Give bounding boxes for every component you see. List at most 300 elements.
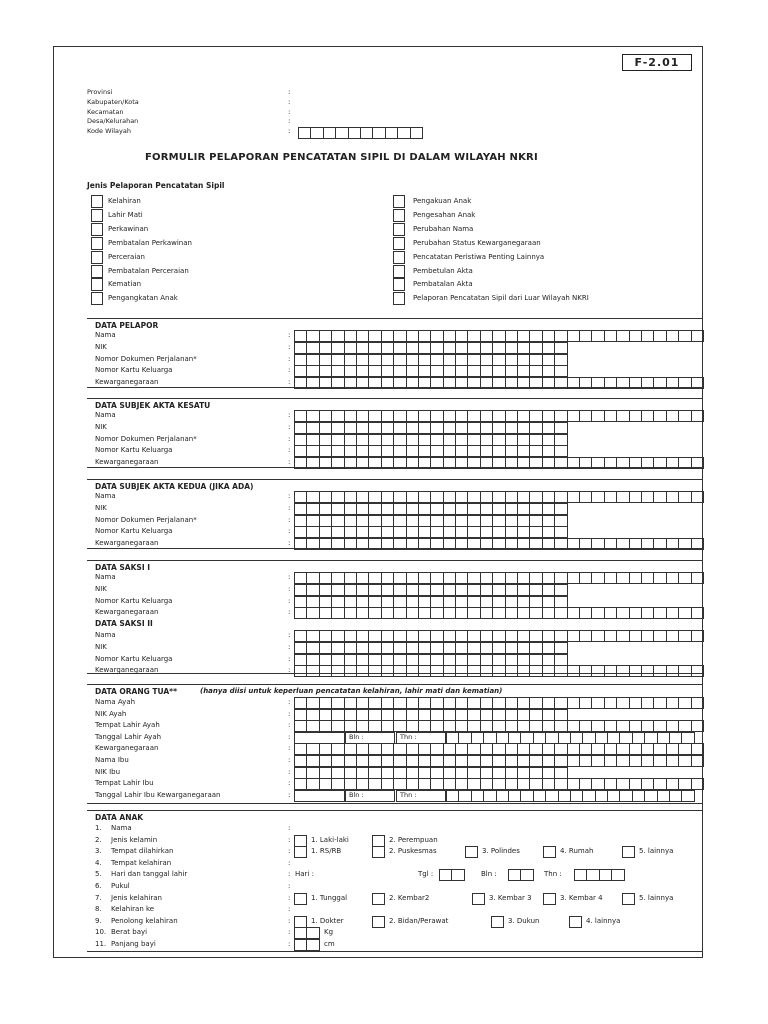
input-cell[interactable] xyxy=(431,778,443,790)
input-cell[interactable] xyxy=(419,743,431,755)
input-cell[interactable] xyxy=(407,767,419,779)
input-cell[interactable] xyxy=(481,491,493,503)
input-cell[interactable] xyxy=(617,720,629,732)
input-cell[interactable] xyxy=(419,410,431,422)
input-cell[interactable] xyxy=(295,767,307,779)
input-cell[interactable] xyxy=(682,732,694,744)
input-cell[interactable] xyxy=(444,538,456,550)
input-cell[interactable] xyxy=(468,377,480,389)
input-cell[interactable] xyxy=(654,330,666,342)
input-cell[interactable] xyxy=(332,665,344,677)
input-cell[interactable] xyxy=(320,377,332,389)
input-cell[interactable] xyxy=(345,642,357,654)
input-cell[interactable] xyxy=(518,767,530,779)
input-cell[interactable] xyxy=(357,755,369,767)
input-cell[interactable] xyxy=(506,330,518,342)
input-cell[interactable] xyxy=(682,790,694,802)
checkbox[interactable] xyxy=(91,292,103,305)
input-cell[interactable] xyxy=(692,697,704,709)
input-cell[interactable] xyxy=(630,457,642,469)
input-cell[interactable] xyxy=(506,584,518,596)
input-cell[interactable] xyxy=(484,732,496,744)
input-cell[interactable] xyxy=(431,720,443,732)
input-cell[interactable] xyxy=(484,790,496,802)
input-cell[interactable] xyxy=(605,630,617,642)
input-cell[interactable] xyxy=(382,755,394,767)
input-cell[interactable] xyxy=(592,778,604,790)
input-cell[interactable] xyxy=(692,607,704,619)
input-cell[interactable] xyxy=(394,422,406,434)
input-cell[interactable] xyxy=(580,778,592,790)
input-cell[interactable] xyxy=(407,434,419,446)
input-cell[interactable] xyxy=(307,526,319,538)
input-cell[interactable] xyxy=(307,410,319,422)
input-cell[interactable] xyxy=(382,377,394,389)
option-checkbox[interactable] xyxy=(372,835,385,847)
input-cell[interactable] xyxy=(481,457,493,469)
input-cell[interactable] xyxy=(654,720,666,732)
input-cell[interactable] xyxy=(555,778,567,790)
input-cell[interactable] xyxy=(307,927,319,939)
input-cell[interactable] xyxy=(295,927,307,939)
input-cell[interactable] xyxy=(468,607,480,619)
input-cell[interactable] xyxy=(658,732,670,744)
input-cell[interactable] xyxy=(307,538,319,550)
checkbox[interactable] xyxy=(91,209,103,222)
input-cell[interactable] xyxy=(481,778,493,790)
input-cell[interactable] xyxy=(679,538,691,550)
input-cell[interactable] xyxy=(580,755,592,767)
input-cell[interactable] xyxy=(332,654,344,666)
input-cell[interactable] xyxy=(667,457,679,469)
input-cell[interactable] xyxy=(394,743,406,755)
checkbox[interactable] xyxy=(393,292,405,305)
input-cell[interactable] xyxy=(320,342,332,354)
input-cell[interactable] xyxy=(543,445,555,457)
input-cell[interactable] xyxy=(493,491,505,503)
option-checkbox[interactable] xyxy=(465,846,478,858)
input-cell[interactable] xyxy=(369,654,381,666)
input-cell[interactable] xyxy=(295,939,307,951)
input-cell[interactable] xyxy=(332,743,344,755)
input-cell[interactable] xyxy=(543,434,555,446)
input-cell[interactable] xyxy=(568,778,580,790)
input-cell[interactable] xyxy=(506,503,518,515)
input-cell[interactable] xyxy=(468,743,480,755)
input-cell[interactable] xyxy=(320,422,332,434)
input-cell[interactable] xyxy=(295,538,307,550)
input-cell[interactable] xyxy=(345,709,357,721)
input-grid[interactable] xyxy=(294,342,568,354)
input-cell[interactable] xyxy=(394,330,406,342)
input-cell[interactable] xyxy=(534,790,546,802)
input-cell[interactable] xyxy=(295,596,307,608)
checkbox[interactable] xyxy=(393,209,405,222)
input-cell[interactable] xyxy=(394,607,406,619)
input-cell[interactable] xyxy=(592,697,604,709)
input-cell[interactable] xyxy=(642,755,654,767)
input-cell[interactable] xyxy=(444,365,456,377)
input-cell[interactable] xyxy=(419,767,431,779)
input-cell[interactable] xyxy=(580,630,592,642)
input-cell[interactable] xyxy=(679,572,691,584)
input-cell[interactable] xyxy=(382,584,394,596)
input-cell[interactable] xyxy=(444,697,456,709)
input-cell[interactable] xyxy=(407,342,419,354)
input-cell[interactable] xyxy=(332,445,344,457)
input-cell[interactable] xyxy=(295,410,307,422)
input-cell[interactable] xyxy=(630,755,642,767)
input-cell[interactable] xyxy=(692,665,704,677)
input-cell[interactable] xyxy=(431,630,443,642)
input-cell[interactable] xyxy=(394,526,406,538)
input-cell[interactable] xyxy=(543,697,555,709)
input-cell[interactable] xyxy=(444,596,456,608)
input-cell[interactable] xyxy=(555,330,567,342)
input-cell[interactable] xyxy=(592,538,604,550)
input-cell[interactable] xyxy=(394,584,406,596)
input-cell[interactable] xyxy=(468,584,480,596)
input-cell[interactable] xyxy=(592,491,604,503)
input-cell[interactable] xyxy=(530,720,542,732)
input-cell[interactable] xyxy=(600,869,612,881)
input-cell[interactable] xyxy=(543,642,555,654)
input-cell[interactable] xyxy=(692,457,704,469)
input-cell[interactable] xyxy=(369,377,381,389)
input-cell[interactable] xyxy=(345,630,357,642)
input-cell[interactable] xyxy=(530,572,542,584)
input-cell[interactable] xyxy=(592,377,604,389)
input-cell[interactable] xyxy=(605,743,617,755)
input-cell[interactable] xyxy=(530,630,542,642)
input-cell[interactable] xyxy=(468,491,480,503)
input-cell[interactable] xyxy=(605,538,617,550)
input-cell[interactable] xyxy=(394,515,406,527)
input-cell[interactable] xyxy=(518,342,530,354)
input-cell[interactable] xyxy=(605,778,617,790)
input-cell[interactable] xyxy=(481,743,493,755)
input-cell[interactable] xyxy=(617,410,629,422)
input-grid[interactable] xyxy=(294,515,568,527)
input-cell[interactable] xyxy=(493,709,505,721)
input-cell[interactable] xyxy=(307,377,319,389)
input-cell[interactable] xyxy=(320,526,332,538)
input-cell[interactable] xyxy=(530,642,542,654)
input-cell[interactable] xyxy=(472,790,484,802)
input-cell[interactable] xyxy=(468,630,480,642)
input-cell[interactable] xyxy=(382,410,394,422)
input-cell[interactable] xyxy=(530,607,542,619)
input-cell[interactable] xyxy=(481,665,493,677)
option-checkbox[interactable] xyxy=(472,893,485,905)
input-cell[interactable] xyxy=(493,642,505,654)
input-cell[interactable] xyxy=(580,457,592,469)
input-cell[interactable] xyxy=(382,503,394,515)
input-cell[interactable] xyxy=(555,422,567,434)
input-cell[interactable] xyxy=(307,354,319,366)
input-cell[interactable] xyxy=(543,607,555,619)
input-cell[interactable] xyxy=(320,354,332,366)
input-cell[interactable] xyxy=(332,720,344,732)
input-cell[interactable] xyxy=(580,491,592,503)
input-grid[interactable] xyxy=(294,755,704,767)
input-cell[interactable] xyxy=(543,410,555,422)
input-cell[interactable] xyxy=(605,572,617,584)
input-cell[interactable] xyxy=(481,503,493,515)
input-cell[interactable] xyxy=(444,491,456,503)
input-cell[interactable] xyxy=(518,503,530,515)
input-cell[interactable] xyxy=(506,342,518,354)
input-cell[interactable] xyxy=(580,697,592,709)
input-cell[interactable] xyxy=(444,377,456,389)
input-cell[interactable] xyxy=(667,630,679,642)
input-cell[interactable] xyxy=(543,330,555,342)
input-cell[interactable] xyxy=(307,457,319,469)
input-cell[interactable] xyxy=(357,365,369,377)
input-cell[interactable] xyxy=(407,607,419,619)
input-cell[interactable] xyxy=(456,422,468,434)
input-cell[interactable] xyxy=(679,720,691,732)
option-checkbox[interactable] xyxy=(622,846,635,858)
input-cell[interactable] xyxy=(506,354,518,366)
input-cell[interactable] xyxy=(555,526,567,538)
input-cell[interactable] xyxy=(518,720,530,732)
input-cell[interactable] xyxy=(468,596,480,608)
input-cell[interactable] xyxy=(407,410,419,422)
input-cell[interactable] xyxy=(555,445,567,457)
input-cell[interactable] xyxy=(568,377,580,389)
input-cell[interactable] xyxy=(382,365,394,377)
input-cell[interactable] xyxy=(320,503,332,515)
input-cell[interactable] xyxy=(307,743,319,755)
panjang-grid[interactable] xyxy=(294,939,320,951)
input-cell[interactable] xyxy=(345,515,357,527)
input-cell[interactable] xyxy=(407,365,419,377)
input-grid[interactable] xyxy=(294,778,704,790)
checkbox[interactable] xyxy=(91,223,103,236)
input-cell[interactable] xyxy=(630,410,642,422)
input-cell[interactable] xyxy=(518,354,530,366)
thn-grid[interactable] xyxy=(574,869,625,881)
input-cell[interactable] xyxy=(295,491,307,503)
input-cell[interactable] xyxy=(295,654,307,666)
input-cell[interactable] xyxy=(357,767,369,779)
input-cell[interactable] xyxy=(394,720,406,732)
input-cell[interactable] xyxy=(506,709,518,721)
input-cell[interactable] xyxy=(568,630,580,642)
input-cell[interactable] xyxy=(382,526,394,538)
input-cell[interactable] xyxy=(345,755,357,767)
input-cell[interactable] xyxy=(295,365,307,377)
input-cell[interactable] xyxy=(605,377,617,389)
input-cell[interactable] xyxy=(580,665,592,677)
input-cell[interactable] xyxy=(506,491,518,503)
input-cell[interactable] xyxy=(555,720,567,732)
input-cell[interactable] xyxy=(320,778,332,790)
input-cell[interactable] xyxy=(307,697,319,709)
input-cell[interactable] xyxy=(468,330,480,342)
input-cell[interactable] xyxy=(530,709,542,721)
input-cell[interactable] xyxy=(307,365,319,377)
input-cell[interactable] xyxy=(307,654,319,666)
input-cell[interactable] xyxy=(642,330,654,342)
input-cell[interactable] xyxy=(320,330,332,342)
input-cell[interactable] xyxy=(468,422,480,434)
input-cell[interactable] xyxy=(580,410,592,422)
input-cell[interactable] xyxy=(620,790,632,802)
input-cell[interactable] xyxy=(605,697,617,709)
input-cell[interactable] xyxy=(444,330,456,342)
input-cell[interactable] xyxy=(518,434,530,446)
input-cell[interactable] xyxy=(568,720,580,732)
input-cell[interactable] xyxy=(642,538,654,550)
input-cell[interactable] xyxy=(630,630,642,642)
input-cell[interactable] xyxy=(456,526,468,538)
input-cell[interactable] xyxy=(518,526,530,538)
input-cell[interactable] xyxy=(456,365,468,377)
input-cell[interactable] xyxy=(407,538,419,550)
input-grid[interactable] xyxy=(294,422,568,434)
input-cell[interactable] xyxy=(617,697,629,709)
input-cell[interactable] xyxy=(530,330,542,342)
input-cell[interactable] xyxy=(555,491,567,503)
input-cell[interactable] xyxy=(497,790,509,802)
input-cell[interactable] xyxy=(295,457,307,469)
input-cell[interactable] xyxy=(382,596,394,608)
input-cell[interactable] xyxy=(555,434,567,446)
input-cell[interactable] xyxy=(394,354,406,366)
input-cell[interactable] xyxy=(320,665,332,677)
input-cell[interactable] xyxy=(382,778,394,790)
input-cell[interactable] xyxy=(345,342,357,354)
input-cell[interactable] xyxy=(493,665,505,677)
input-cell[interactable] xyxy=(345,743,357,755)
input-grid[interactable] xyxy=(294,330,704,342)
input-cell[interactable] xyxy=(468,354,480,366)
input-cell[interactable] xyxy=(407,584,419,596)
input-cell[interactable] xyxy=(617,538,629,550)
input-cell[interactable] xyxy=(419,778,431,790)
input-cell[interactable] xyxy=(592,410,604,422)
input-cell[interactable] xyxy=(382,330,394,342)
tgl-grid[interactable] xyxy=(439,869,465,881)
input-cell[interactable] xyxy=(543,720,555,732)
input-cell[interactable] xyxy=(345,584,357,596)
input-cell[interactable] xyxy=(506,445,518,457)
input-cell[interactable] xyxy=(332,697,344,709)
input-cell[interactable] xyxy=(481,607,493,619)
input-cell[interactable] xyxy=(407,422,419,434)
input-cell[interactable] xyxy=(407,654,419,666)
input-cell[interactable] xyxy=(307,503,319,515)
input-cell[interactable] xyxy=(444,584,456,596)
input-cell[interactable] xyxy=(394,709,406,721)
input-cell[interactable] xyxy=(332,755,344,767)
input-cell[interactable] xyxy=(369,697,381,709)
input-cell[interactable] xyxy=(580,607,592,619)
input-cell[interactable] xyxy=(468,642,480,654)
input-cell[interactable] xyxy=(543,342,555,354)
input-cell[interactable] xyxy=(518,697,530,709)
input-cell[interactable] xyxy=(667,330,679,342)
input-cell[interactable] xyxy=(357,720,369,732)
input-cell[interactable] xyxy=(345,445,357,457)
input-cell[interactable] xyxy=(447,790,459,802)
input-cell[interactable] xyxy=(345,503,357,515)
input-cell[interactable] xyxy=(543,630,555,642)
input-cell[interactable] xyxy=(431,491,443,503)
input-cell[interactable] xyxy=(568,572,580,584)
input-cell[interactable] xyxy=(419,654,431,666)
input-cell[interactable] xyxy=(481,410,493,422)
input-cell[interactable] xyxy=(419,642,431,654)
input-cell[interactable] xyxy=(369,330,381,342)
input-cell[interactable] xyxy=(369,515,381,527)
input-cell[interactable] xyxy=(521,732,533,744)
input-cell[interactable] xyxy=(382,422,394,434)
input-cell[interactable] xyxy=(357,434,369,446)
input-cell[interactable] xyxy=(543,755,555,767)
input-cell[interactable] xyxy=(345,778,357,790)
input-grid[interactable] xyxy=(294,630,704,642)
input-cell[interactable] xyxy=(357,654,369,666)
input-cell[interactable] xyxy=(518,607,530,619)
input-cell[interactable] xyxy=(307,584,319,596)
input-cell[interactable] xyxy=(530,596,542,608)
checkbox[interactable] xyxy=(91,251,103,264)
input-cell[interactable] xyxy=(431,342,443,354)
input-cell[interactable] xyxy=(369,630,381,642)
input-cell[interactable] xyxy=(307,642,319,654)
input-cell[interactable] xyxy=(357,515,369,527)
input-cell[interactable] xyxy=(394,491,406,503)
input-cell[interactable] xyxy=(468,538,480,550)
input-cell[interactable] xyxy=(679,630,691,642)
input-cell[interactable] xyxy=(431,503,443,515)
input-cell[interactable] xyxy=(407,642,419,654)
input-cell[interactable] xyxy=(568,457,580,469)
input-cell[interactable] xyxy=(320,743,332,755)
input-cell[interactable] xyxy=(345,330,357,342)
input-cell[interactable] xyxy=(481,422,493,434)
input-cell[interactable] xyxy=(605,457,617,469)
input-cell[interactable] xyxy=(407,330,419,342)
input-cell[interactable] xyxy=(543,709,555,721)
input-cell[interactable] xyxy=(431,457,443,469)
input-cell[interactable] xyxy=(394,630,406,642)
input-cell[interactable] xyxy=(692,743,704,755)
input-cell[interactable] xyxy=(444,654,456,666)
input-cell[interactable] xyxy=(642,572,654,584)
input-cell[interactable] xyxy=(592,457,604,469)
input-cell[interactable] xyxy=(667,778,679,790)
input-cell[interactable] xyxy=(456,330,468,342)
input-cell[interactable] xyxy=(394,654,406,666)
input-cell[interactable] xyxy=(357,665,369,677)
input-cell[interactable] xyxy=(633,790,645,802)
input-cell[interactable] xyxy=(357,445,369,457)
input-cell[interactable] xyxy=(332,584,344,596)
input-cell[interactable] xyxy=(444,720,456,732)
input-cell[interactable] xyxy=(493,743,505,755)
input-cell[interactable] xyxy=(369,607,381,619)
input-cell[interactable] xyxy=(386,127,398,139)
input-cell[interactable] xyxy=(456,410,468,422)
input-cell[interactable] xyxy=(493,457,505,469)
input-cell[interactable] xyxy=(575,869,587,881)
input-cell[interactable] xyxy=(481,526,493,538)
input-cell[interactable] xyxy=(357,584,369,596)
